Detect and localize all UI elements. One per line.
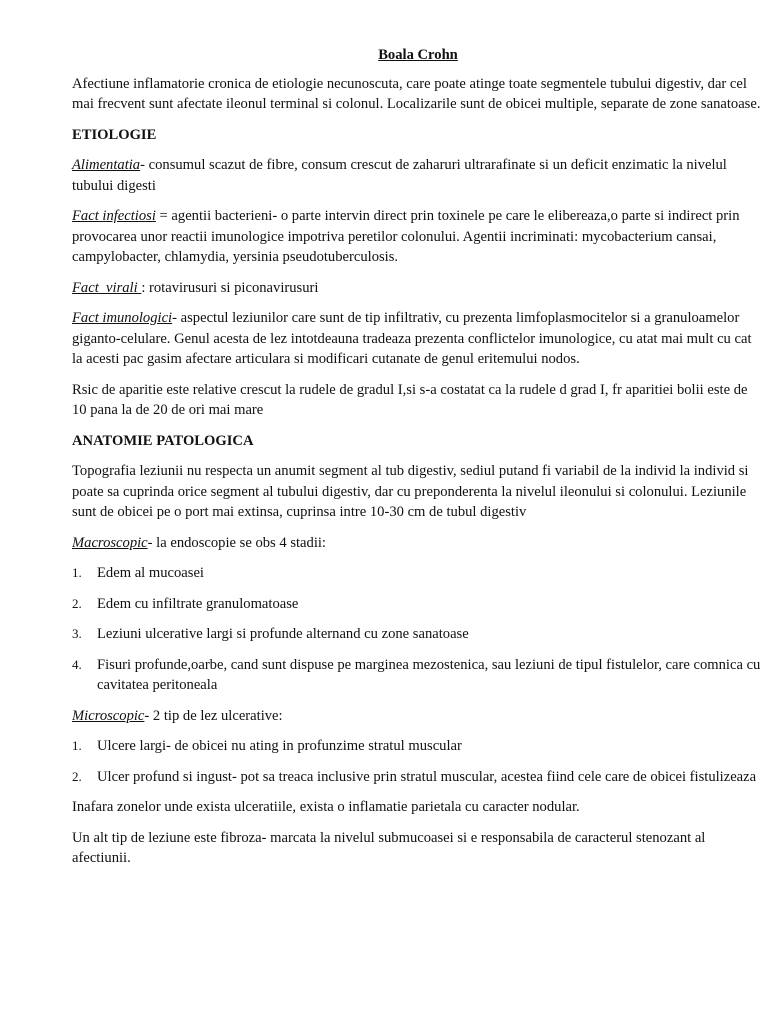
list-item xyxy=(72,624,764,645)
paragraph-fact-imunologici xyxy=(72,308,764,370)
text-fact-virali: : rotavirusuri si piconavirusuri xyxy=(141,279,319,296)
list-item-text: Ulcere largi- de obicei nu ating in profunzime stratul muscular xyxy=(97,738,462,754)
section-heading-anatomie-patologica: ANATOMIE PATOLOGICA xyxy=(72,432,254,449)
list-item-text: Edem al mucoasei xyxy=(97,565,204,581)
list-item-number: 3. xyxy=(72,626,82,641)
paragraph-inafara: Inafara zonelor unde exista ulceratiile, exista o inflamatie parietala cu caracter nodular. xyxy=(72,799,580,815)
paragraph-risc: Rsic de aparitie este relative crescut la rudele de gradul I,si s-a costatat ca la rudele d grad I, fr aparitiei bolii este de 10 pana la de 20 de ori mai mare xyxy=(72,381,748,418)
list-item xyxy=(72,655,764,696)
list-item xyxy=(72,767,764,788)
paragraph-macroscopic xyxy=(72,533,764,554)
term-macroscopic: Macroscopic xyxy=(72,534,148,551)
list-item-text: Leziuni ulcerative largi si profunde alternand cu zone sanatoase xyxy=(97,626,469,642)
term-fact-virali: Fact virali xyxy=(72,279,142,296)
document-title: Boala Crohn xyxy=(378,47,458,63)
paragraph-fact-virali xyxy=(72,278,764,299)
list-item-text: Edem cu infiltrate granulomatoase xyxy=(97,595,299,612)
text-fact-imunologici: - aspectul leziunilor care sunt de tip infiltrativ, cu prezenta limfoplasmocitelor si a granuloamelor giganto-celulare. Genul acesta de lez intotdeauna tradeaza prezenta conflictelor imunologice, cu atat mai mult cu cat la acesti pac gasim afectare articulara si modificari cutanate de genul eritemului nodos. xyxy=(72,310,752,367)
document-page xyxy=(72,45,764,879)
paragraph-fact-infectiosi xyxy=(72,206,764,268)
list-item-number: 2. xyxy=(72,595,82,611)
list-item-text: Ulcer profund si ingust- pot sa treaca inclusive prin stratul muscular, acestea fiind cele care de obicei fistulizeaza xyxy=(97,768,757,785)
intro-paragraph: Afectiune inflamatorie cronica de etiologie necunoscuta, care poate atinge toate segmentele tubului digestiv, dar cel mai frecvent sunt afectate ileonul terminal si colonul. Localizarile sunt de obicei multiple, separate de zone sanatoase. xyxy=(72,75,761,112)
list-item-number: 2. xyxy=(72,768,82,784)
term-microscopic: Microscopic xyxy=(72,707,145,724)
list-item-number: 4. xyxy=(72,656,82,672)
list-item xyxy=(72,563,764,584)
text-alimentatia: - consumul scazut de fibre, consum crescut de zaharuri ultrarafinate si un deficit enzimatic la nivelul tubului digesti xyxy=(72,157,727,194)
term-alimentatia: Alimentatia xyxy=(72,157,141,173)
list-item-number: 1. xyxy=(72,738,82,753)
list-item xyxy=(72,736,764,757)
list-item-number: 1. xyxy=(72,565,82,580)
paragraph-topografia: Topografia leziunii nu respecta un anumit segment al tub digestiv, sediul putand fi variabil de la individ la individ si poate sa cuprinda orice segment al tubului digestiv, dar cu preponderenta la nivelul ileonului si colonului. Leziunile sunt de obicei pe o port mai extinsa, cuprinsa intre 10-30 cm de tubul digestiv xyxy=(72,463,749,520)
text-macroscopic: - la endoscopie se obs 4 stadii: xyxy=(147,534,326,551)
paragraph-alimentatia xyxy=(72,155,764,196)
paragraph-fibroza: Un alt tip de leziune este fibroza- marcata la nivelul submucoasei si e responsabila de caracterul stenozant al afectiunii. xyxy=(72,829,706,866)
text-microscopic: - 2 tip de lez ulcerative: xyxy=(144,707,283,724)
microscopic-types-list xyxy=(72,736,764,787)
term-fact-imunologici: Fact imunologici xyxy=(72,310,173,326)
list-item-text: Fisuri profunde,oarbe, cand sunt dispuse pe marginea mezostenica, sau leziuni de tipul fistulelor, care comnica cu cavitatea peritoneala xyxy=(97,656,761,693)
term-fact-infectiosi: Fact infectiosi xyxy=(72,208,156,224)
section-heading-etiologie: ETIOLOGIE xyxy=(72,126,157,143)
list-item xyxy=(72,594,764,615)
paragraph-microscopic xyxy=(72,706,764,727)
macroscopic-stages-list xyxy=(72,563,764,696)
text-fact-infectiosi: = agentii bacterieni- o parte intervin direct prin toxinele pe care le elibereaza,o parte si indirect prin provocarea unor reactii imunologice impotriva peretilor colonului. Agentii incriminati: mycobacterium cansai, campylobacter, chlamydia, yersinia pseudotuberculosis. xyxy=(72,208,740,265)
